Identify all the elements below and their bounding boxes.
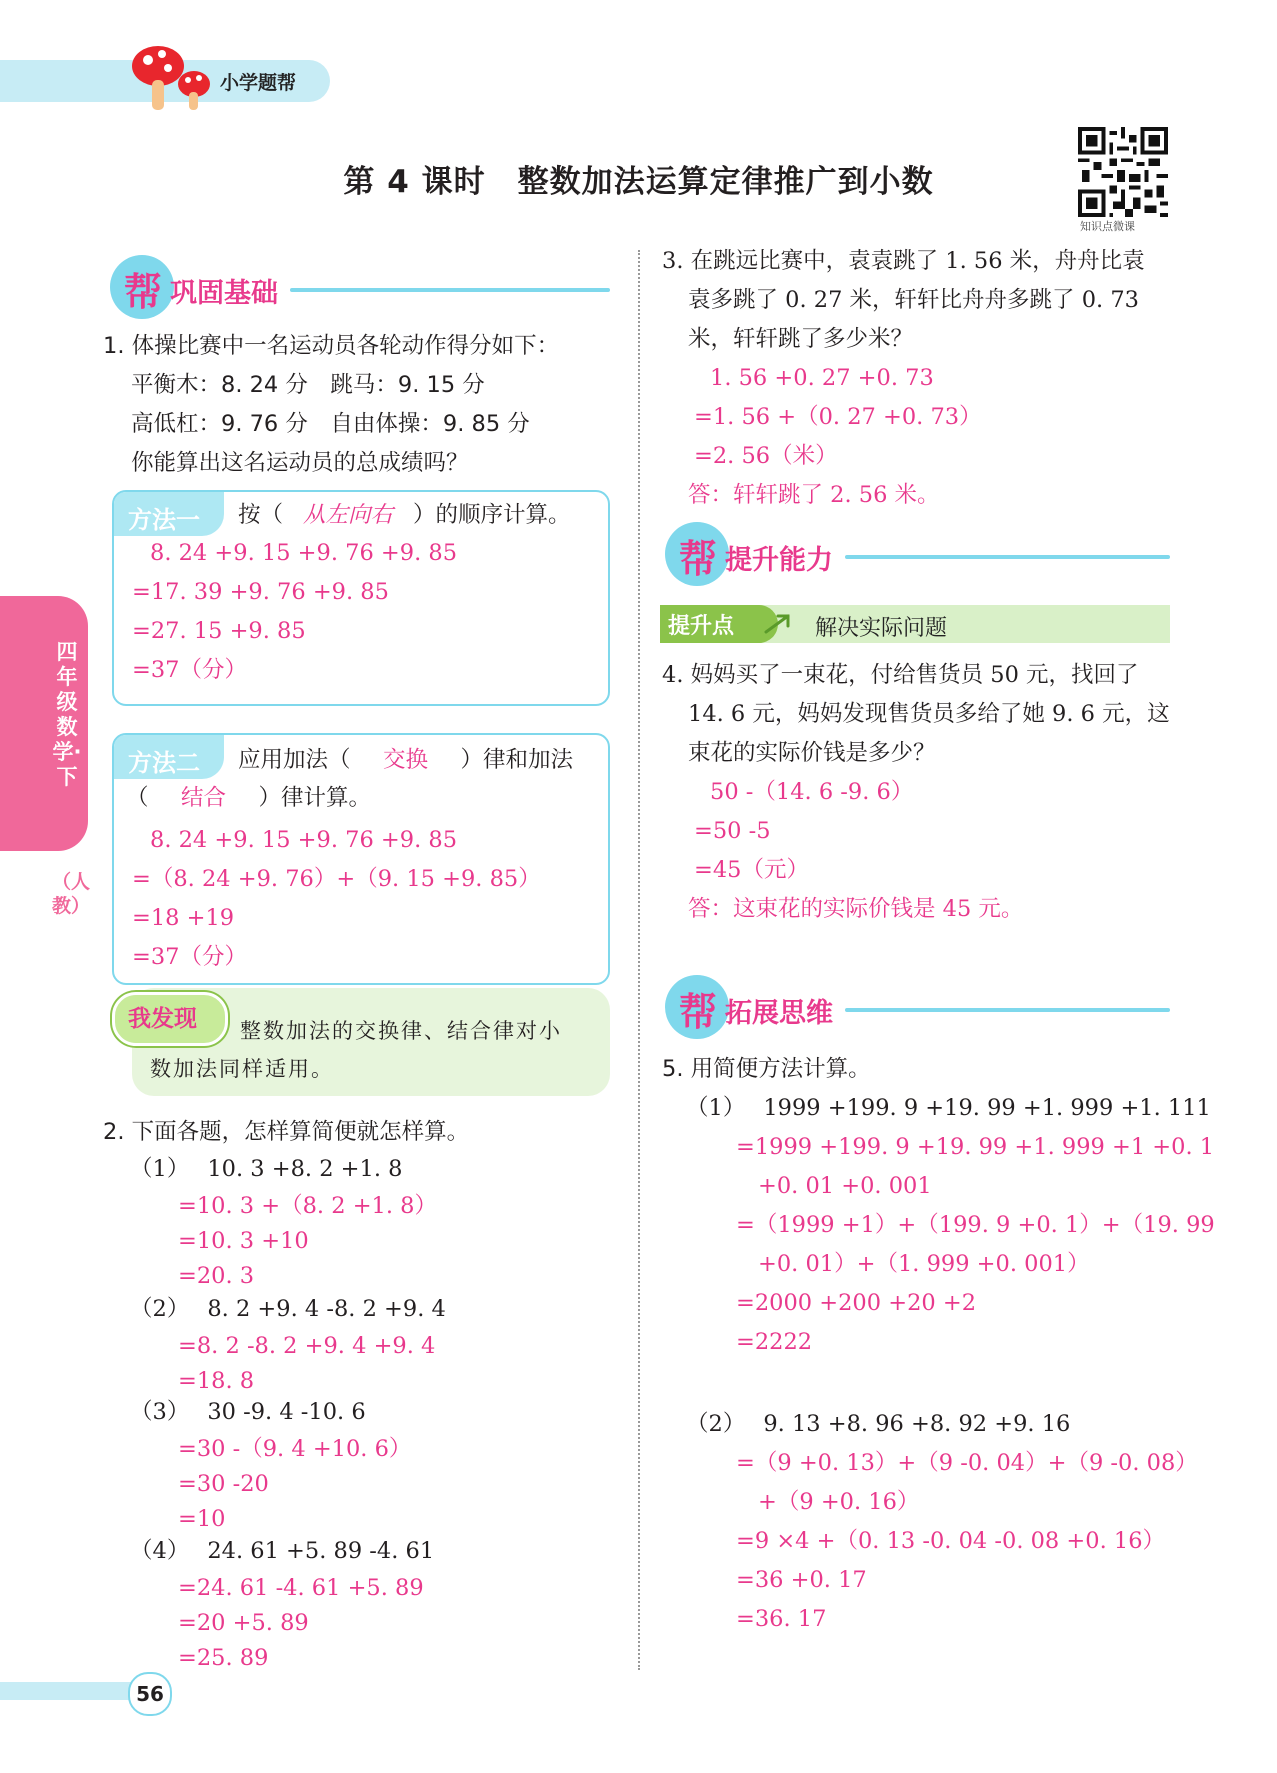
calc-step: =8. 2 -8. 2 +9. 4 +9. 4: [178, 1333, 436, 1359]
discover-label: 我发现: [128, 1006, 197, 1032]
item-expression: 10. 3 +8. 2 +1. 8: [207, 1156, 403, 1182]
calc-step: =1. 56 +（0. 27 +0. 73）: [694, 404, 982, 430]
calc-step: =37（分）: [132, 657, 247, 683]
q2-item-3: [130, 1393, 411, 1537]
calc-step: =（9 +0. 13）+（9 -0. 04）+（9 -0. 08）: [736, 1450, 1198, 1476]
method-2-label: 方法二: [128, 749, 200, 777]
mushroom-logo-icon: [128, 44, 218, 114]
section-rule: [290, 288, 610, 292]
calc-step: 1. 56 +0. 27 +0. 73: [710, 365, 934, 391]
calc-step: =2. 56（米）: [694, 443, 838, 469]
item-number: （1）: [130, 1156, 190, 1182]
answer-fill: 从左向右: [303, 502, 394, 528]
q3-answer: 答：轩轩跳了 2. 56 米。: [688, 482, 940, 508]
section-header-extend: [665, 975, 1170, 1039]
q2-item-1: [130, 1150, 437, 1294]
page-title: 第 4 课时 整数加法运算定律推广到小数: [343, 164, 934, 200]
item-expression: 24. 61 +5. 89 -4. 61: [207, 1538, 435, 1564]
q2-item-4: [130, 1532, 434, 1676]
section-rule: [845, 555, 1170, 559]
prompt-text: ）律和加法: [460, 747, 574, 773]
prompt-text: 应用加法（: [238, 747, 351, 773]
section-header-basics: [110, 255, 610, 319]
calc-step: =10. 3 +（8. 2 +1. 8）: [178, 1193, 437, 1219]
calc-step: =36 +0. 17: [736, 1567, 867, 1593]
calc-step: =50 -5: [694, 818, 771, 844]
calc-step: 8. 24 +9. 15 +9. 76 +9. 85: [150, 827, 458, 853]
item-number: （2）: [130, 1296, 190, 1322]
calc-step: =（1999 +1）+（199. 9 +0. 1）+（19. 99: [736, 1212, 1215, 1238]
prompt-text: （: [126, 785, 149, 811]
answer-fill: 结合: [181, 785, 227, 811]
skill-label: 提升点: [668, 614, 735, 639]
calc-step: =45（元）: [694, 857, 809, 883]
q4-line: 14. 6 元，妈妈发现售货员多给了她 9. 6 元，这: [688, 701, 1170, 727]
q2-item-2: [130, 1290, 446, 1399]
qr-code-icon[interactable]: [1077, 127, 1169, 217]
calc-step: 8. 24 +9. 15 +9. 76 +9. 85: [150, 540, 458, 566]
q1-line: 高低杠：9. 76 分 自由体操：9. 85 分: [131, 411, 530, 437]
calc-step: =10: [178, 1506, 226, 1532]
calc-step: =30 -20: [178, 1471, 269, 1497]
item-number: （3）: [130, 1399, 190, 1425]
calc-step: =2000 +200 +20 +2: [736, 1290, 977, 1316]
calc-step: =18 +19: [132, 905, 235, 931]
calc-step: =20. 3: [178, 1263, 255, 1289]
section-title: 巩固基础: [170, 278, 278, 309]
method-2-steps: [132, 821, 541, 977]
q4-line: 4. 妈妈买了一束花，付给售货员 50 元，找回了: [662, 662, 1139, 688]
q4-answer: 答：这束花的实际价钱是 45 元。: [688, 896, 1024, 922]
q3-line: 米，轩轩跳了多少米？: [688, 326, 914, 352]
question-5-part-2: [662, 1405, 1198, 1639]
item-number: （4）: [130, 1538, 190, 1564]
discover-text: 数加法同样适用。: [150, 1057, 334, 1081]
calc-step: =2222: [736, 1329, 813, 1355]
prompt-text: 按（: [238, 502, 284, 528]
bang-glyph: 帮: [679, 537, 718, 581]
calc-step: +（9 +0. 16）: [758, 1489, 920, 1515]
prompt-text: ）的顺序计算。: [413, 502, 571, 528]
calc-step: =37（分）: [132, 944, 247, 970]
calc-step: =27. 15 +9. 85: [132, 618, 306, 644]
method-2-prompt: [238, 741, 573, 780]
method-1-box: [112, 490, 610, 706]
item-expression: 30 -9. 4 -10. 6: [207, 1399, 366, 1425]
calc-step: 50 -（14. 6 -9. 6）: [710, 779, 914, 805]
calc-step: =（8. 24 +9. 76）+（9. 15 +9. 85）: [132, 866, 541, 892]
calc-step: =36. 17: [736, 1606, 827, 1632]
skill-description: 解决实际问题: [815, 616, 948, 641]
side-edition-label: （人教）: [52, 871, 91, 917]
calc-step: =9 ×4 +（0. 13 -0. 04 -0. 08 +0. 16）: [736, 1528, 1166, 1554]
calc-step: =17. 39 +9. 76 +9. 85: [132, 579, 389, 605]
discover-text: 整数加法的交换律、结合律对小: [240, 1019, 562, 1043]
calc-step: =24. 61 -4. 61 +5. 89: [178, 1575, 424, 1601]
q1-line: 1. 体操比赛中一名运动员各轮动作得分如下：: [103, 333, 560, 359]
item-expression: 9. 13 +8. 96 +8. 92 +9. 16: [763, 1411, 1071, 1437]
q5-prompt: 5. 用简便方法计算。: [662, 1056, 871, 1082]
item-expression: 1999 +199. 9 +19. 99 +1. 999 +1. 111: [763, 1095, 1211, 1121]
bang-glyph: 帮: [679, 990, 718, 1034]
method-2-box: [112, 733, 610, 985]
q3-line: 袁多跳了 0. 27 米，轩轩比舟舟多跳了 0. 73: [688, 287, 1139, 313]
question-1: [103, 327, 559, 483]
method-1-prompt: [238, 496, 571, 535]
method-1-label: 方法一: [128, 506, 200, 534]
item-expression: 8. 2 +9. 4 -8. 2 +9. 4: [207, 1296, 446, 1322]
calc-step: =10. 3 +10: [178, 1228, 309, 1254]
prompt-text: ）律计算。: [258, 785, 372, 811]
item-number: （2）: [686, 1411, 746, 1437]
q3-line: 3. 在跳远比赛中，袁袁跳了 1. 56 米，舟舟比袁: [662, 248, 1145, 274]
method-2-prompt-2: [126, 779, 371, 818]
item-number: （1）: [686, 1095, 746, 1121]
calc-step: +0. 01 +0. 001: [758, 1173, 932, 1199]
answer-fill: 交换: [383, 747, 429, 773]
calc-step: +0. 01）+（1. 999 +0. 001）: [758, 1251, 1090, 1277]
calc-step: =25. 89: [178, 1645, 269, 1671]
brand-name: 小学题帮: [220, 72, 297, 94]
q1-line: 平衡木：8. 24 分 跳马：9. 15 分: [131, 372, 485, 398]
calc-step: =30 -（9. 4 +10. 6）: [178, 1436, 412, 1462]
calc-step: =18. 8: [178, 1368, 255, 1394]
question-4: [662, 656, 1170, 929]
method-1-steps: [132, 534, 457, 690]
column-divider: [638, 250, 640, 1670]
q4-line: 束花的实际价钱是多少？: [688, 740, 936, 766]
page-number: 56: [128, 1672, 172, 1716]
question-5: [662, 1050, 1215, 1362]
question-3: [662, 242, 1145, 515]
calc-step: =1999 +199. 9 +19. 99 +1. 999 +1 +0. 1: [736, 1134, 1215, 1160]
arrow-icon: [762, 610, 796, 638]
section-title: 拓展思维: [725, 998, 833, 1029]
qr-caption: 知识点微课: [1080, 220, 1135, 233]
section-header-improve: [665, 522, 1170, 586]
calc-step: =20 +5. 89: [178, 1610, 309, 1636]
q2-prompt: 2. 下面各题，怎样算简便就怎样算。: [103, 1119, 470, 1145]
section-title: 提升能力: [725, 545, 833, 576]
q1-line: 你能算出这名运动员的总成绩吗？: [131, 450, 469, 476]
bang-glyph: 帮: [124, 270, 163, 314]
section-rule: [845, 1008, 1170, 1012]
side-grade-label: 四年级数学·下: [52, 640, 82, 789]
